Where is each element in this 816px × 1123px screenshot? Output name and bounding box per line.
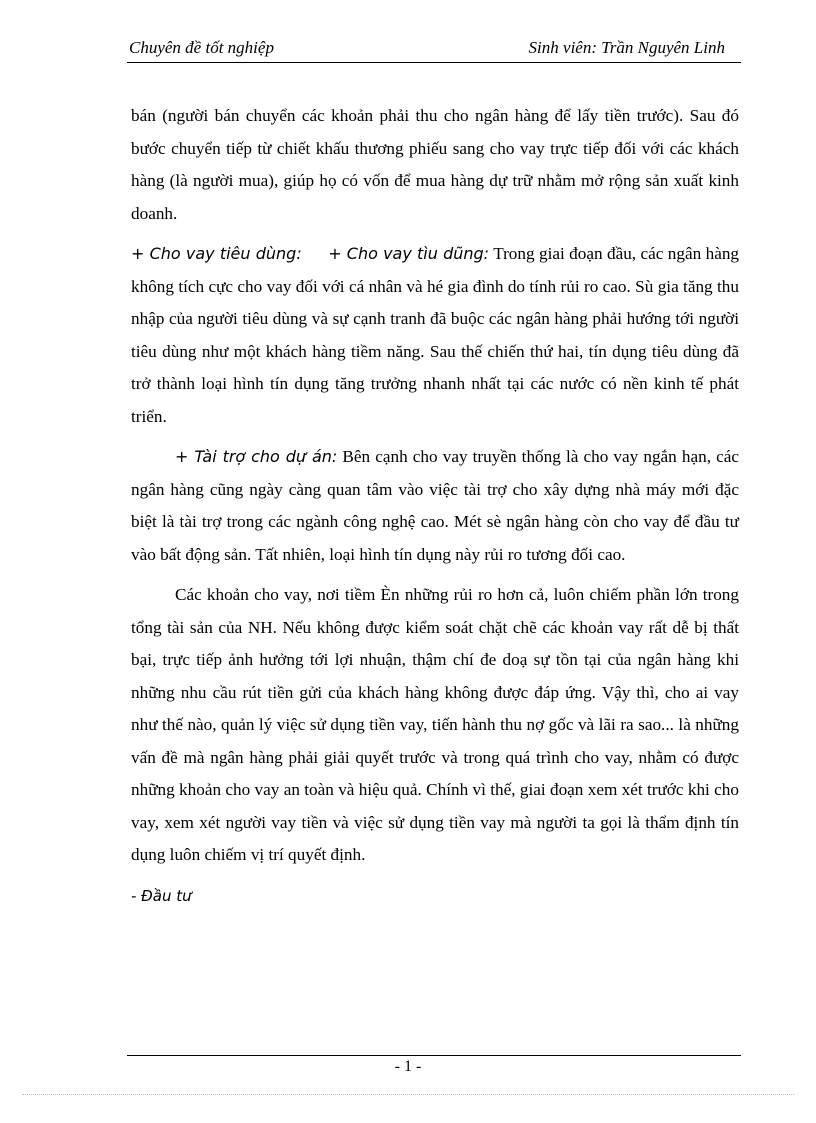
header-title: Chuyên đề tốt nghiệp — [129, 38, 274, 57]
document-body — [131, 100, 739, 920]
project-finance-text: Bên cạnh cho vay truyền thống là cho vay ngắn hạn, các ngân hàng cũng ngày càng quan tâm vào việc tài trợ cho xây dựng nhà máy mới đặc biệt là tài trợ trong các ngành công nghệ cao. Mét sè ngân hàng còn cho vay để đầu tư vào bất động sản. Tất nhiên, loại hình tín dụng này rủi ro tương đối cao. — [131, 447, 739, 564]
page-header — [127, 38, 741, 63]
paragraph-project-finance — [131, 441, 739, 571]
page-number: - 1 - — [394, 1058, 422, 1075]
page-boundary — [22, 1094, 794, 1095]
investment-heading: - Đầu tư — [131, 886, 192, 905]
consumer-lending-text: Trong giai đoạn đầu, các ngân hàng không tích cực cho vay đối với cá nhân và hé gia đình do tính rủi ro cao. Sù gia tăng thu nhập của người tiêu dùng và sự cạnh tranh đã buộc các ngân hàng phải hướng tới người tiêu dùng như một khách hàng tiềm năng. Sau thế chiến thứ hai, tín dụng tiêu dùng đã trở thành loại hình tín dụng tăng trưởng nhanh nhất tại các nước có nền kinh tế phát triển. — [131, 244, 740, 426]
header-author: Sinh viên: Trần Nguyên Linh — [528, 38, 725, 57]
consumer-lending-heading-duplicate: + Cho vay tìu dũng: — [328, 244, 490, 263]
paragraph-loans: Các khoản cho vay, nơi tiềm Èn những rủi ro hơn cả, luôn chiếm phần lớn trong tổng tài sản của NH. Nếu không được kiểm soát chặt chẽ các khoản vay rất dễ bị thất bại, trực tiếp ảnh hưởng tới lợi nhuận, thậm chí đe doạ sự tồn tại của ngân hàng khi những nhu cầu rút tiền gửi của khách hàng không được đáp ứng. Vậy thì, cho ai vay như thế nào, quản lý việc sử dụng tiền vay, tiến hành thu nợ gốc và lãi ra sao... là những vấn đề mà ngân hàng phải giải quyết trước và trong quá trình cho vay, nhằm có được những khoản cho vay an toàn và hiệu quả. Chính vì thế, giai đoạn xem xét trước khi cho vay, xem xét người vay tiền và việc sử dụng tiền vay mà người ta gọi là thẩm định tín dụng luôn chiếm vị trí quyết định. — [131, 585, 739, 864]
project-finance-heading: + Tài trợ cho dự án: — [175, 447, 338, 466]
consumer-lending-heading: + Cho vay tiêu dùng: — [131, 244, 302, 263]
paragraph-consumer-lending — [131, 238, 739, 433]
paragraph-1: bán (người bán chuyển các khoản phải thu cho ngân hàng để lấy tiền trước). Sau đó bước chuyển tiếp từ chiết khấu thương phiếu sang cho vay trực tiếp đối với các khách hàng (là người mua), giúp họ có vốn để mua hàng dự trữ nhằm mở rộng sản xuất kinh doanh. — [131, 106, 739, 223]
footer-divider — [127, 1055, 741, 1056]
